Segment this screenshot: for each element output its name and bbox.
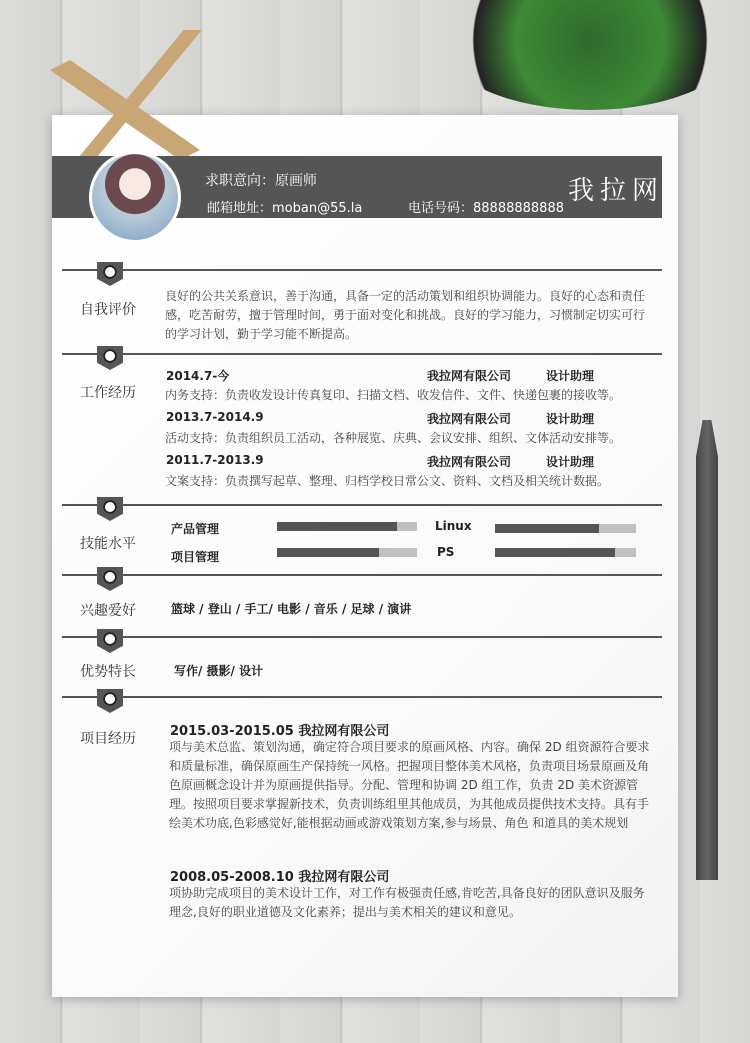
work-desc: 活动支持：负责组织员工活动，各种展览、庆典、会议安排、组织、文体活动安排等。 (165, 431, 622, 445)
skill-bar-fill (495, 524, 599, 533)
self-eval-text: 良好的公共关系意识，善于沟通，具备一定的活动策划和组织协调能力。良好的心态和责任感，吃苦耐劳，擅于管理时间，勇于面对变化和挑战。良好的学习能力，习惯制定切实可行的学习计划，勤于学习能不断提高。 (165, 289, 646, 341)
work-company: 我拉网有限公司 (427, 369, 512, 383)
work-role: 设计助理 (546, 369, 595, 383)
phone: 电话号码：88888888888 (408, 201, 564, 216)
pencil-decoration (696, 420, 718, 880)
work-role: 设计助理 (546, 412, 595, 426)
project-heading: 2008.05-2008.10 我拉网有限公司 (170, 870, 390, 885)
skill-name: 项目管理 (171, 550, 220, 564)
work-date: 2014.7-今 (166, 369, 230, 383)
section-divider (62, 504, 662, 506)
project-desc: 项与美术总监、策划沟通，确定符合项目要求的原画风格、内容。确保 2D 组资源符合要求和质量标准，确保原画生产保持统一风格。把握项目整体美术风格，负责项目场景原画及角色原画概念设计并为原画提供指导。分配、管理和协调 2D 组工作，负责 2D 美术资源管理。按照项目要求掌握新技术，负责训练组里其他成员，为其他成员提供技术支持。具有手绘美术功底,色彩感觉好,能根据动画或游戏策划方案,参与场景、角色 和道具的美术规划 (169, 740, 650, 830)
work-role: 设计助理 (546, 455, 595, 469)
section-title-strengths: 优势特长 (80, 664, 136, 680)
skill-bar (277, 548, 417, 557)
hobbies-text: 篮球 / 登山 / 手工/ 电影 / 音乐 / 足球 / 演讲 (171, 602, 412, 616)
work-company: 我拉网有限公司 (427, 412, 512, 426)
section-divider (62, 636, 662, 638)
skill-bar (495, 524, 636, 533)
brand-title: 我拉网 (568, 176, 665, 206)
plant-decoration (440, 0, 740, 110)
skill-bar-fill (277, 522, 397, 531)
email: 邮箱地址：moban@55.la (207, 201, 363, 216)
skill-name: PS (437, 545, 455, 559)
skill-bar-fill (495, 548, 615, 557)
skill-bar (277, 522, 417, 531)
work-desc: 内务支持：负责收发设计传真复印、扫描文档、收发信件、文件、快递包裹的接收等。 (165, 388, 622, 402)
work-date: 2013.7-2014.9 (166, 410, 264, 424)
skill-name: 产品管理 (171, 522, 220, 536)
work-company: 我拉网有限公司 (427, 455, 512, 469)
project-desc: 项协助完成项目的美术设计工作，对工作有极强责任感,肯吃苦,具备良好的团队意识及服务理念,良好的职业道德及文化素养；提出与美术相关的建议和意见。 (169, 886, 645, 919)
work-desc: 文案支持：负责撰写起草、整理、归档学校日常公文、资料、文档及相关统计数据。 (165, 474, 610, 488)
job-objective: 求职意向：原画师 (205, 173, 317, 189)
section-title-projects: 项目经历 (80, 731, 136, 747)
work-date: 2011.7-2013.9 (166, 453, 264, 467)
avatar (89, 151, 181, 243)
section-divider (62, 696, 662, 698)
strengths-text: 写作/ 摄影/ 设计 (174, 664, 264, 678)
skill-bar (495, 548, 636, 557)
section-title-hobbies: 兴趣爱好 (80, 603, 136, 619)
section-title-self-eval: 自我评价 (80, 302, 136, 318)
skill-bar-fill (277, 548, 379, 557)
section-title-skills: 技能水平 (80, 536, 136, 552)
section-divider (62, 269, 662, 271)
section-divider (62, 574, 662, 576)
project-heading: 2015.03-2015.05 我拉网有限公司 (170, 724, 390, 739)
skill-name: Linux (435, 519, 472, 533)
section-divider (62, 353, 662, 355)
section-title-work: 工作经历 (80, 385, 136, 401)
